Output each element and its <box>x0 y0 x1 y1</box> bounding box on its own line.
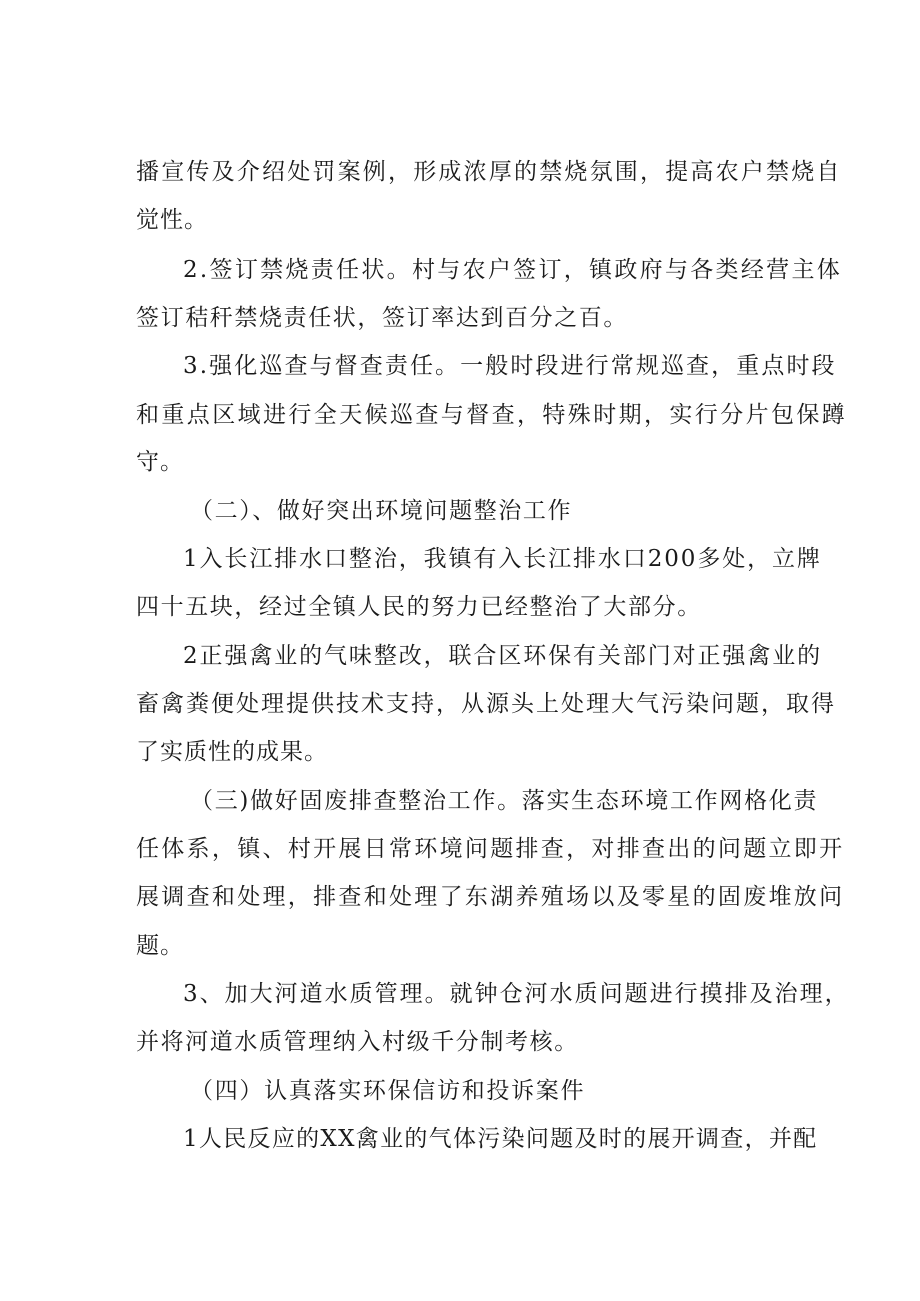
paragraph-line: 展调查和处理，排查和处理了东湖养殖场以及零星的固废堆放问 <box>136 884 845 910</box>
section-heading: （二）、做好突出环境问题整治工作 <box>190 498 573 524</box>
list-item-line: 3、加大河道水质管理。就钟仓河水质问题进行摸排及治理， <box>183 981 850 1007</box>
list-item-line: 2.签订禁烧责任状。村与农户签订，镇政府与各类经营主体 <box>183 257 843 283</box>
section-heading: （四）认真落实环保信访和投诉案件 <box>190 1078 586 1104</box>
paragraph-line: 畜禽粪便处理提供技术支持，从源头上处理大气污染问题，取得 <box>136 691 836 717</box>
paragraph-line: 播宣传及介绍处罚案例，形成浓厚的禁烧氛围，提高农户禁烧自 <box>136 159 842 185</box>
paragraph-line: 了实质性的成果。 <box>136 739 328 765</box>
list-item-line: 2正强禽业的气味整改，联合区环保有关部门对正强禽业的 <box>183 643 823 669</box>
paragraph-line: 并将河道水质管理纳入村级千分制考核。 <box>136 1029 579 1055</box>
paragraph-line: 守。 <box>136 449 184 475</box>
paragraph-line: 任体系，镇、村开展日常环境问题排查，对排查出的问题立即开 <box>136 836 845 862</box>
list-item-line: 3.强化巡查与督查责任。一般时段进行常规巡查，重点时段 <box>183 353 837 379</box>
section-heading: （三)做好固废排查整治工作。落实生态环境工作网格化责 <box>190 788 819 814</box>
paragraph-line: 觉性。 <box>136 207 208 233</box>
paragraph-line: 题。 <box>136 933 184 959</box>
list-item-line: 1入长江排水口整治，我镇有入长江排水口200多处，立牌 <box>183 546 822 572</box>
paragraph-line: 四十五块，经过全镇人民的努力已经整治了大部分。 <box>136 594 702 620</box>
list-item-line: 1人民反应的XX禽业的气体污染问题及时的展开调查，并配 <box>183 1126 818 1152</box>
paragraph-line: 签订秸秆禁烧责任状，签订率达到百分之百。 <box>136 305 628 331</box>
paragraph-line: 和重点区域进行全天候巡查与督查，特殊时期，实行分片包保蹲 <box>136 402 848 428</box>
